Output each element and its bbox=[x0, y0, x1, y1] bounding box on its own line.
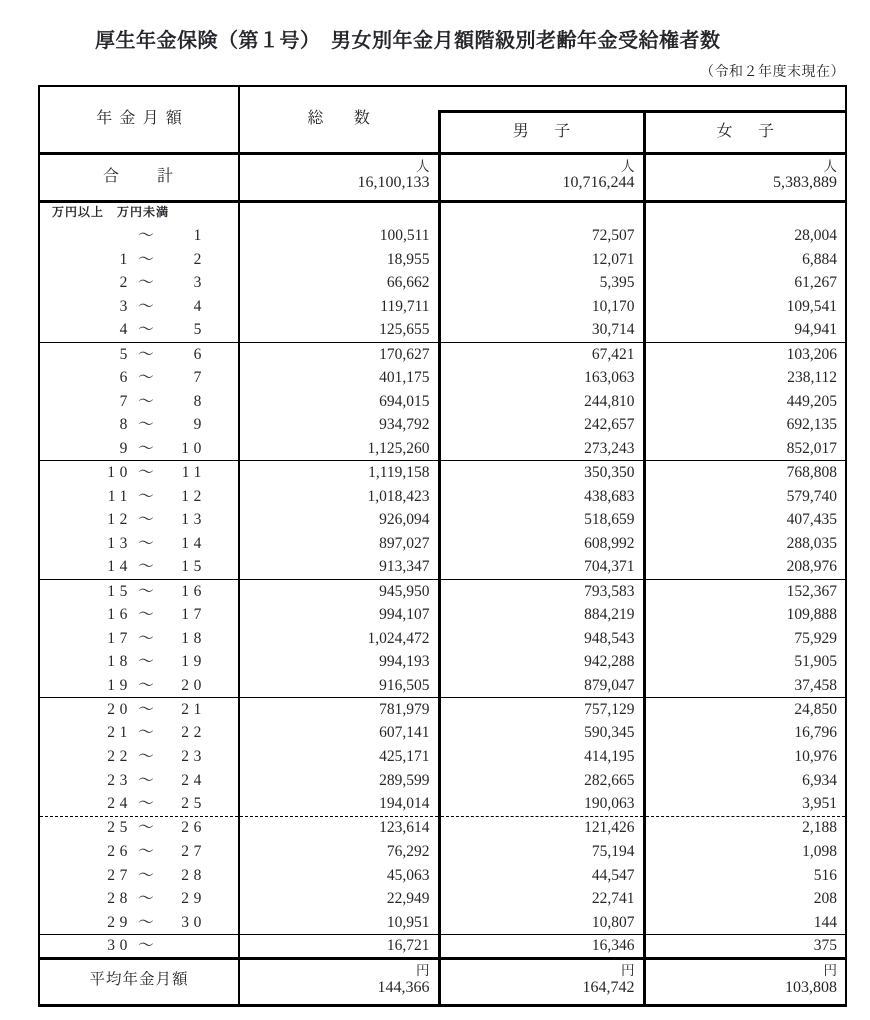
cell-female: 152,367 bbox=[644, 579, 846, 603]
range-lower: 18 bbox=[107, 653, 132, 671]
table-row bbox=[39, 508, 846, 532]
range-tilde: ～ bbox=[138, 416, 154, 434]
range-tilde: ～ bbox=[138, 653, 154, 671]
range-cell bbox=[39, 366, 239, 390]
cell-male: 75,194 bbox=[439, 840, 644, 864]
range-tilde: ～ bbox=[138, 890, 154, 908]
range-cell bbox=[39, 319, 239, 343]
cell-female: 61,267 bbox=[644, 271, 846, 295]
grand-total-male-value: 10,716,244 bbox=[562, 174, 635, 192]
cell-total: 18,955 bbox=[239, 248, 439, 272]
table-row bbox=[39, 224, 846, 248]
range-cell bbox=[39, 532, 239, 556]
header-total: 総 数 bbox=[239, 86, 439, 153]
grand-total-cell-total bbox=[239, 153, 439, 201]
range-upper: 12 bbox=[181, 487, 206, 505]
range-cell bbox=[39, 603, 239, 627]
range-lower: 3 bbox=[119, 298, 132, 315]
range-tilde: ～ bbox=[138, 558, 154, 576]
range-tilde: ～ bbox=[138, 724, 154, 742]
range-cell bbox=[39, 721, 239, 745]
range-upper: 11 bbox=[181, 464, 206, 482]
cell-total: 1,024,472 bbox=[239, 627, 439, 651]
range-tilde: ～ bbox=[138, 866, 154, 884]
unit-person-label: 人 bbox=[416, 158, 430, 174]
cell-male: 12,071 bbox=[439, 248, 644, 272]
average-female-value: 103,808 bbox=[785, 978, 837, 996]
cell-total: 22,949 bbox=[239, 887, 439, 911]
table-row bbox=[39, 390, 846, 414]
cell-female: 692,135 bbox=[644, 414, 846, 438]
cell-female: 3,951 bbox=[644, 793, 846, 817]
table-row bbox=[39, 721, 846, 745]
cell-male: 244,810 bbox=[439, 390, 644, 414]
table-row bbox=[39, 745, 846, 769]
range-upper: 6 bbox=[193, 345, 206, 363]
cell-male: 163,063 bbox=[439, 366, 644, 390]
range-tilde: ～ bbox=[138, 392, 154, 410]
cell-female: 6,884 bbox=[644, 248, 846, 272]
table-row bbox=[39, 295, 846, 319]
range-lower: 25 bbox=[107, 819, 132, 837]
range-cell bbox=[39, 390, 239, 414]
range-tilde: ～ bbox=[138, 795, 154, 813]
range-cell bbox=[39, 698, 239, 722]
range-lower: 12 bbox=[107, 511, 132, 529]
cell-female: 852,017 bbox=[644, 437, 846, 461]
table-row bbox=[39, 579, 846, 603]
range-upper: 1 bbox=[193, 226, 206, 244]
range-tilde: ～ bbox=[138, 819, 154, 837]
cell-male: 72,507 bbox=[439, 224, 644, 248]
average-male-value: 164,742 bbox=[582, 978, 635, 996]
cell-total: 170,627 bbox=[239, 342, 439, 366]
cell-female: 28,004 bbox=[644, 224, 846, 248]
cell-total: 76,292 bbox=[239, 840, 439, 864]
cell-male: 282,665 bbox=[439, 769, 644, 793]
cell-male: 190,063 bbox=[439, 793, 644, 817]
table-row bbox=[39, 769, 846, 793]
range-lower: 15 bbox=[107, 582, 132, 600]
average-label: 平均年金月額 bbox=[89, 970, 189, 988]
table-header bbox=[39, 86, 846, 153]
grand-total-row bbox=[39, 153, 846, 201]
cell-total: 926,094 bbox=[239, 508, 439, 532]
cell-male: 704,371 bbox=[439, 556, 644, 580]
range-lower: 10 bbox=[107, 464, 132, 482]
cell-total: 425,171 bbox=[239, 745, 439, 769]
range-lower: 11 bbox=[107, 487, 132, 505]
average-row bbox=[39, 958, 846, 1005]
range-lower: 23 bbox=[107, 771, 132, 789]
cell-female: 208 bbox=[644, 887, 846, 911]
cell-total: 781,979 bbox=[239, 698, 439, 722]
cell-male: 67,421 bbox=[439, 342, 644, 366]
cell-female: 144 bbox=[644, 911, 846, 935]
cell-male: 438,683 bbox=[439, 485, 644, 509]
cell-female: 109,541 bbox=[644, 295, 846, 319]
range-cell bbox=[39, 840, 239, 864]
cell-female: 1,098 bbox=[644, 840, 846, 864]
range-upper: 30 bbox=[181, 913, 206, 931]
cell-total: 125,655 bbox=[239, 319, 439, 343]
table-row bbox=[39, 603, 846, 627]
range-cell bbox=[39, 437, 239, 461]
cell-total: 1,119,158 bbox=[239, 461, 439, 485]
cell-female: 16,796 bbox=[644, 721, 846, 745]
range-lower: 7 bbox=[119, 392, 132, 410]
cell-male: 942,288 bbox=[439, 650, 644, 674]
range-lower: 13 bbox=[107, 534, 132, 552]
cell-female: 449,205 bbox=[644, 390, 846, 414]
range-cell bbox=[39, 271, 239, 295]
range-tilde: ～ bbox=[138, 771, 154, 789]
range-upper: 2 bbox=[193, 250, 206, 268]
table-row bbox=[39, 366, 846, 390]
table-row bbox=[39, 935, 846, 959]
table-row bbox=[39, 887, 846, 911]
cell-total: 694,015 bbox=[239, 390, 439, 414]
average-cell-female bbox=[644, 958, 846, 1005]
range-unit-header: 万円以上 万円未満 bbox=[52, 205, 170, 220]
cell-total: 913,347 bbox=[239, 556, 439, 580]
cell-female: 109,888 bbox=[644, 603, 846, 627]
range-tilde: ～ bbox=[138, 534, 154, 552]
range-upper: 24 bbox=[181, 771, 206, 789]
range-lower: 19 bbox=[107, 676, 132, 694]
cell-female: 75,929 bbox=[644, 627, 846, 651]
average-label-cell bbox=[39, 958, 239, 1005]
cell-female: 768,808 bbox=[644, 461, 846, 485]
cell-female: 208,976 bbox=[644, 556, 846, 580]
cell-total: 607,141 bbox=[239, 721, 439, 745]
header-pension-amount: 年金月額 bbox=[39, 86, 239, 153]
range-upper: 15 bbox=[181, 558, 206, 576]
table-header-row-top bbox=[39, 86, 846, 111]
range-upper: 7 bbox=[193, 369, 206, 387]
table-row bbox=[39, 793, 846, 817]
grand-total-label: 合 計 bbox=[39, 153, 239, 201]
cell-total: 1,125,260 bbox=[239, 437, 439, 461]
table-row bbox=[39, 840, 846, 864]
average-cell-total bbox=[239, 958, 439, 1005]
range-lower: 1 bbox=[119, 250, 132, 268]
range-lower: 2 bbox=[119, 274, 132, 292]
cell-male: 242,657 bbox=[439, 414, 644, 438]
range-upper: 4 bbox=[193, 298, 206, 315]
range-cell bbox=[39, 485, 239, 509]
range-cell bbox=[39, 556, 239, 580]
range-cell bbox=[39, 935, 239, 959]
range-tilde: ～ bbox=[138, 629, 154, 647]
range-tilde: ～ bbox=[138, 605, 154, 623]
cell-male: 5,395 bbox=[439, 271, 644, 295]
range-upper: 8 bbox=[193, 392, 206, 410]
cell-male: 879,047 bbox=[439, 674, 644, 698]
range-cell bbox=[39, 911, 239, 935]
range-upper: 19 bbox=[181, 653, 206, 671]
cell-total: 66,662 bbox=[239, 271, 439, 295]
cell-male: 793,583 bbox=[439, 579, 644, 603]
cell-male: 22,741 bbox=[439, 887, 644, 911]
range-cell bbox=[39, 769, 239, 793]
range-tilde: ～ bbox=[138, 487, 154, 505]
cell-female: 103,206 bbox=[644, 342, 846, 366]
range-upper: 13 bbox=[181, 511, 206, 529]
range-lower: 16 bbox=[107, 605, 132, 623]
average-total-value: 144,366 bbox=[377, 978, 430, 996]
grand-total-cell-male bbox=[439, 153, 644, 201]
range-cell bbox=[39, 342, 239, 366]
range-cell bbox=[39, 674, 239, 698]
range-lower: 26 bbox=[107, 842, 132, 860]
average-cell-male bbox=[439, 958, 644, 1005]
range-cell bbox=[39, 816, 239, 840]
range-tilde: ～ bbox=[138, 369, 154, 387]
cell-total: 1,018,423 bbox=[239, 485, 439, 509]
range-tilde: ～ bbox=[138, 842, 154, 860]
range-upper: 16 bbox=[181, 582, 206, 600]
cell-male: 884,219 bbox=[439, 603, 644, 627]
cell-male: 273,243 bbox=[439, 437, 644, 461]
range-cell bbox=[39, 887, 239, 911]
pension-table-body bbox=[39, 153, 846, 1005]
range-cell bbox=[39, 793, 239, 817]
range-tilde: ～ bbox=[138, 511, 154, 529]
unit-yen-label: 円 bbox=[823, 963, 837, 979]
header-spacer bbox=[439, 86, 846, 111]
cell-female: 2,188 bbox=[644, 816, 846, 840]
range-lower: 24 bbox=[107, 795, 132, 813]
range-tilde: ～ bbox=[138, 582, 154, 600]
range-lower: 6 bbox=[119, 369, 132, 387]
range-lower: 22 bbox=[107, 748, 132, 766]
table-row bbox=[39, 556, 846, 580]
range-lower: 20 bbox=[107, 700, 132, 718]
range-cell bbox=[39, 864, 239, 888]
range-tilde: ～ bbox=[138, 913, 154, 931]
cell-total: 945,950 bbox=[239, 579, 439, 603]
range-upper: 14 bbox=[181, 534, 206, 552]
cell-female: 516 bbox=[644, 864, 846, 888]
range-lower: 4 bbox=[119, 321, 132, 339]
range-cell bbox=[39, 414, 239, 438]
range-cell bbox=[39, 650, 239, 674]
range-upper: 23 bbox=[181, 748, 206, 766]
table-row bbox=[39, 271, 846, 295]
unit-yen-label: 円 bbox=[621, 963, 635, 979]
range-tilde: ～ bbox=[138, 345, 154, 363]
range-tilde: ～ bbox=[138, 676, 154, 694]
cell-total: 934,792 bbox=[239, 414, 439, 438]
range-upper: 5 bbox=[193, 321, 206, 339]
table-row bbox=[39, 461, 846, 485]
range-upper: 3 bbox=[193, 274, 206, 292]
range-tilde: ～ bbox=[138, 937, 154, 955]
cell-total: 45,063 bbox=[239, 864, 439, 888]
grand-total-value: 16,100,133 bbox=[357, 174, 430, 192]
range-upper: 25 bbox=[181, 795, 206, 813]
table-row bbox=[39, 532, 846, 556]
range-upper: 22 bbox=[181, 724, 206, 742]
cell-male: 590,345 bbox=[439, 721, 644, 745]
cell-female: 407,435 bbox=[644, 508, 846, 532]
range-upper: 10 bbox=[181, 439, 206, 457]
table-row bbox=[39, 485, 846, 509]
cell-female: 288,035 bbox=[644, 532, 846, 556]
range-upper: 20 bbox=[181, 676, 206, 694]
table-row bbox=[39, 698, 846, 722]
cell-total: 194,014 bbox=[239, 793, 439, 817]
cell-total: 994,107 bbox=[239, 603, 439, 627]
range-lower: 30 bbox=[107, 937, 132, 955]
table-row bbox=[39, 248, 846, 272]
cell-total: 401,175 bbox=[239, 366, 439, 390]
range-tilde: ～ bbox=[138, 700, 154, 718]
pension-table bbox=[38, 85, 847, 1007]
date-note: （令和２年度末現在） bbox=[700, 65, 845, 80]
range-lower: 27 bbox=[107, 866, 132, 884]
cell-total: 897,027 bbox=[239, 532, 439, 556]
range-tilde: ～ bbox=[138, 250, 154, 268]
range-upper: 29 bbox=[181, 890, 206, 908]
cell-total: 100,511 bbox=[239, 224, 439, 248]
range-upper: 27 bbox=[181, 842, 206, 860]
cell-total: 289,599 bbox=[239, 769, 439, 793]
grand-total-cell-female bbox=[644, 153, 846, 201]
unit-person-label: 人 bbox=[621, 158, 635, 174]
cell-female: 6,934 bbox=[644, 769, 846, 793]
cell-male: 608,992 bbox=[439, 532, 644, 556]
range-upper: 21 bbox=[181, 700, 206, 718]
table-row bbox=[39, 319, 846, 343]
table-row bbox=[39, 864, 846, 888]
range-tilde: ～ bbox=[138, 321, 154, 339]
cell-female: 37,458 bbox=[644, 674, 846, 698]
cell-total: 10,951 bbox=[239, 911, 439, 935]
cell-total: 123,614 bbox=[239, 816, 439, 840]
cell-female: 579,740 bbox=[644, 485, 846, 509]
range-lower: 8 bbox=[119, 416, 132, 434]
cell-male: 350,350 bbox=[439, 461, 644, 485]
table-row bbox=[39, 437, 846, 461]
range-lower: 5 bbox=[119, 345, 132, 363]
cell-female: 10,976 bbox=[644, 745, 846, 769]
range-cell bbox=[39, 224, 239, 248]
cell-female: 375 bbox=[644, 935, 846, 959]
range-tilde: ～ bbox=[138, 464, 154, 482]
range-cell bbox=[39, 461, 239, 485]
cell-male: 10,170 bbox=[439, 295, 644, 319]
page-title: 厚生年金保険（第１号） 男女別年金月額階級別老齢年金受給権者数 bbox=[95, 28, 721, 52]
range-tilde: ～ bbox=[138, 274, 154, 292]
range-unit-header-row bbox=[39, 201, 846, 224]
unit-yen-label: 円 bbox=[416, 963, 430, 979]
range-tilde: ～ bbox=[138, 226, 154, 244]
table-row bbox=[39, 911, 846, 935]
range-upper: 9 bbox=[193, 416, 206, 434]
cell-male: 44,547 bbox=[439, 864, 644, 888]
cell-female: 24,850 bbox=[644, 698, 846, 722]
table-row bbox=[39, 650, 846, 674]
cell-male: 518,659 bbox=[439, 508, 644, 532]
grand-total-female-value: 5,383,889 bbox=[773, 174, 837, 192]
table-row bbox=[39, 414, 846, 438]
table-row bbox=[39, 816, 846, 840]
range-tilde: ～ bbox=[138, 748, 154, 766]
header-male: 男 子 bbox=[439, 111, 644, 153]
table-row bbox=[39, 627, 846, 651]
range-lower: 17 bbox=[107, 629, 132, 647]
cell-total: 119,711 bbox=[239, 295, 439, 319]
range-tilde: ～ bbox=[138, 298, 154, 315]
cell-female: 238,112 bbox=[644, 366, 846, 390]
cell-male: 16,346 bbox=[439, 935, 644, 959]
table-row bbox=[39, 674, 846, 698]
range-tilde: ～ bbox=[138, 439, 154, 457]
range-lower: 21 bbox=[107, 724, 132, 742]
cell-male: 948,543 bbox=[439, 627, 644, 651]
range-cell bbox=[39, 627, 239, 651]
cell-total: 916,505 bbox=[239, 674, 439, 698]
unit-person-label: 人 bbox=[823, 158, 837, 174]
range-cell bbox=[39, 745, 239, 769]
range-lower: 9 bbox=[119, 439, 132, 457]
range-upper: 28 bbox=[181, 866, 206, 884]
range-lower: 14 bbox=[107, 558, 132, 576]
table-row bbox=[39, 342, 846, 366]
range-cell bbox=[39, 295, 239, 319]
range-upper: 26 bbox=[181, 819, 206, 837]
cell-male: 10,807 bbox=[439, 911, 644, 935]
range-cell bbox=[39, 508, 239, 532]
range-cell bbox=[39, 579, 239, 603]
range-lower: 29 bbox=[107, 913, 132, 931]
range-upper: 18 bbox=[181, 629, 206, 647]
cell-female: 51,905 bbox=[644, 650, 846, 674]
cell-total: 16,721 bbox=[239, 935, 439, 959]
cell-male: 121,426 bbox=[439, 816, 644, 840]
range-lower: 28 bbox=[107, 890, 132, 908]
cell-total: 994,193 bbox=[239, 650, 439, 674]
cell-female: 94,941 bbox=[644, 319, 846, 343]
cell-male: 757,129 bbox=[439, 698, 644, 722]
cell-male: 414,195 bbox=[439, 745, 644, 769]
cell-male: 30,714 bbox=[439, 319, 644, 343]
header-female: 女 子 bbox=[644, 111, 846, 153]
range-cell bbox=[39, 248, 239, 272]
range-upper: 17 bbox=[181, 605, 206, 623]
